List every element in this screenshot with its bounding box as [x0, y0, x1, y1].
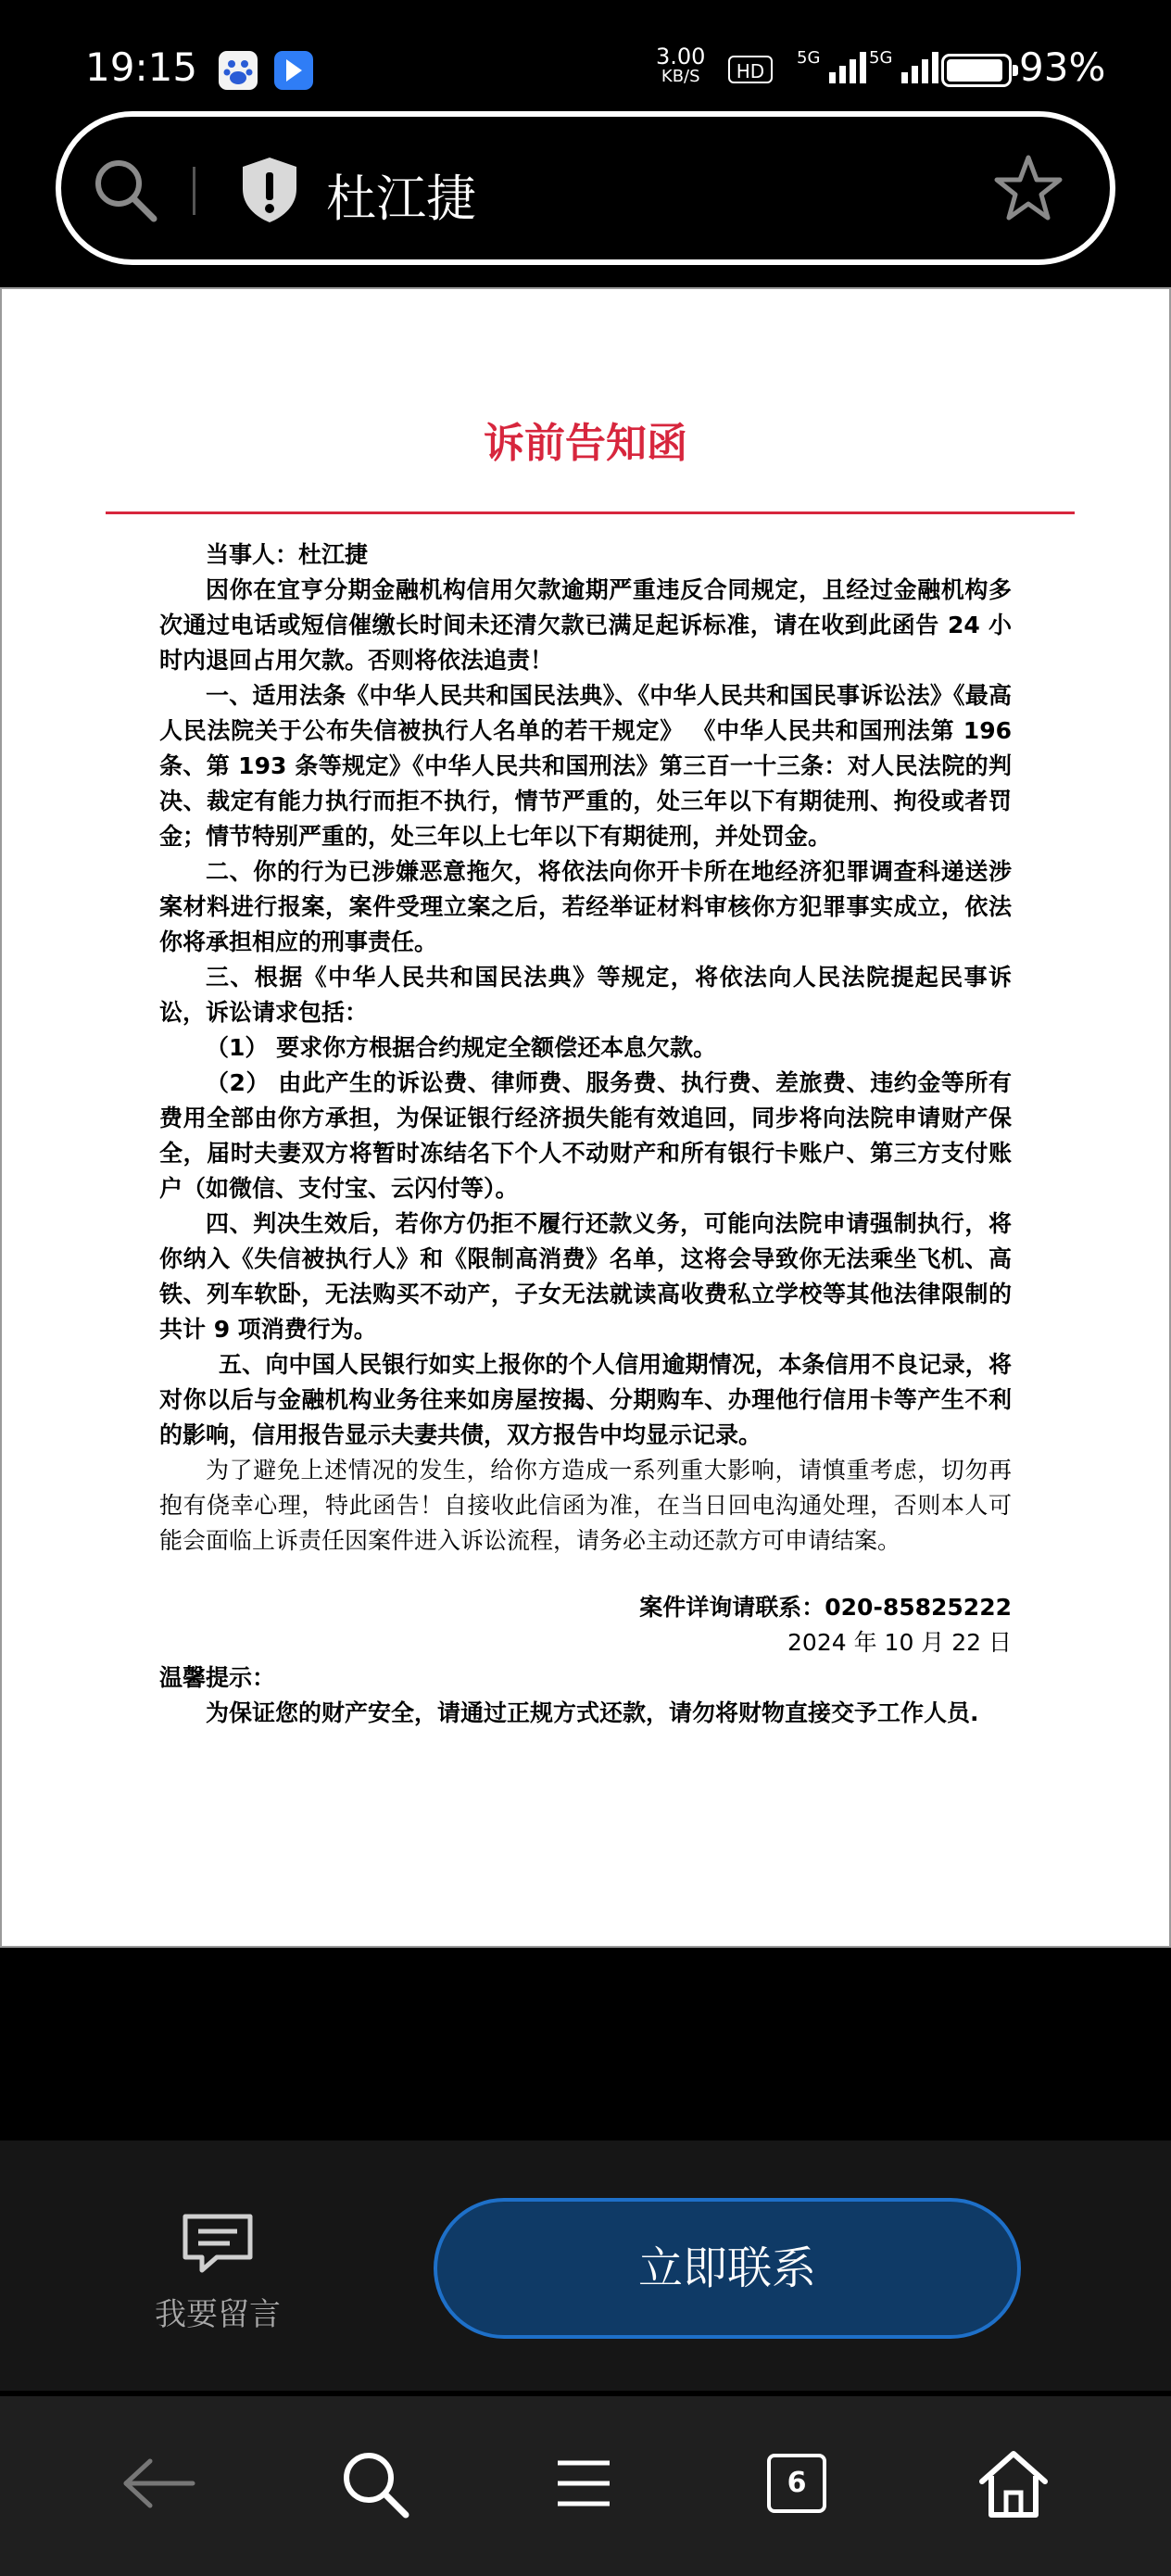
network-rate — [656, 46, 705, 87]
section-3-item-1: （1） 要求你方根据合约规定全额偿还本息欠款。 — [206, 1034, 717, 1061]
battery-fill — [947, 59, 1002, 82]
battery-tip — [1013, 65, 1018, 76]
search-icon[interactable] — [89, 154, 159, 228]
intro-paragraph: 因你在宜亨分期金融机构信用欠款逾期严重违反合同规定，且经过金融机构多次通过电话或短信催缴长时间未还清欠款已满足起诉标准，请在收到此函告 24 小时内退回占用欠款。否则将依法追责！ — [159, 576, 1012, 674]
comment-icon[interactable] — [180, 2211, 256, 2279]
party-line: 当事人：杜江捷 — [206, 541, 369, 568]
security-warning-icon[interactable] — [237, 154, 302, 230]
tip-text: 为保证您的财产安全，请通过正规方式还款，请勿将财物直接交予工作人员. — [206, 1699, 979, 1726]
section-3-item-2: （2） 由此产生的诉讼费、律师费、服务费、执行费、差旅费、违约金等所有费用全部由你方承担，为保证银行经济损失能有效追回，同步将向法院申请财产保全，届时夫妻双方将暂时冻结名下个人不动财产和所有银行卡账户、第三方支付账户（如微信、支付宝、云闪付等）。 — [159, 1069, 1012, 1202]
bookmark-star-icon[interactable] — [991, 152, 1065, 230]
date-line: 2024 年 10 月 22 日 — [787, 1629, 1012, 1656]
signal-5g-icon-2 — [869, 48, 944, 85]
signal-5g-icon — [797, 48, 872, 85]
tip-label: 温馨提示： — [159, 1664, 276, 1691]
document-body — [159, 537, 1012, 1731]
menu-icon[interactable] — [554, 2457, 613, 2513]
status-time: 19:15 — [85, 44, 198, 90]
section-5: 五、向中国人民银行如实上报你的个人信用逾期情况，本条信用不良记录，将对你以后与金融机构业务往来如房屋按揭、分期购车、办理他行信用卡等产生不利的影响，信用报告显示夫妻共债，双方报告中均显示记录。 — [159, 1351, 1012, 1448]
baidu-app-icon — [219, 51, 258, 90]
contact-now-button[interactable]: 立即联系 — [434, 2198, 1021, 2339]
network-rate-value: 3.00 — [656, 44, 706, 69]
section-1: 一、适用法条《中华人民共和国民法典》、《中华人民共和国民事诉讼法》《最高人民法院关于公布失信被执行人名单的若干规定》 《中华人民共和国刑法第 196 条、第 193 条等规定》《中华人民共和国刑法》第三百一十三条：对人民法院的判决、裁定有能力执行而拒不执行，情节严重的，处三年以下有期徒刑、拘役或者罚金；情节特别严重的，处三年以上七年以下有期徒刑，并处罚金。 — [159, 682, 1012, 850]
document-page — [0, 287, 1171, 1948]
closing-paragraph: 为了避免上述情况的发生，给你方造成一系列重大影响，请慎重考虑，切勿再抱有侥幸心理，特此函告！自接收此信函为准，在当日回电沟通处理，否则本人可能会面临上诉责任因案件进入诉讼流程，请务必主动还款方可申请结案。 — [159, 1457, 1012, 1554]
home-icon[interactable] — [976, 2446, 1051, 2524]
battery-icon — [941, 54, 1012, 87]
contact-line: 案件详询请联系：020-85825222 — [639, 1594, 1012, 1621]
tabs-button[interactable]: 6 — [767, 2454, 826, 2513]
leave-message-button[interactable]: 我要留言 — [155, 2296, 281, 2333]
address-bar[interactable] — [56, 111, 1115, 265]
title-divider — [106, 511, 1075, 514]
network-rate-unit: KB/S — [661, 67, 700, 86]
section-2: 二、你的行为已涉嫌恶意拖欠，将依法向你开卡所在地经济犯罪调查科递送涉案材料进行报案，案件受理立案之后，若经举证材料审核你方犯罪事实成立，依法你将承担相应的刑事责任。 — [159, 858, 1012, 955]
document-title: 诉前告知函 — [484, 420, 687, 467]
address-text[interactable]: 杜江捷 — [326, 170, 476, 228]
app-shortcut-icon — [274, 51, 313, 90]
signal-label: 5G — [797, 48, 821, 68]
signal-label-2: 5G — [869, 48, 893, 68]
section-4: 四、判决生效后，若你方仍拒不履行还款义务，可能向法院申请强制执行，将你纳入《失信被执行人》和《限制高消费》名单，这将会导致你无法乘坐飞机、高铁、列车软卧，无法购买不动产，子女无法就读高收费私立学校等其他法律限制的共计 9 项消费行为。 — [159, 1210, 1012, 1343]
address-divider — [193, 167, 195, 215]
section-3: 三、根据《中华人民共和国民法典》等规定，将依法向人民法院提起民事诉讼，诉讼请求包括： — [159, 964, 1012, 1026]
back-arrow-icon[interactable] — [119, 2456, 198, 2515]
battery-percent: 93% — [1019, 44, 1106, 90]
hd-badge: HD — [728, 56, 773, 83]
nav-search-icon[interactable] — [337, 2446, 411, 2524]
